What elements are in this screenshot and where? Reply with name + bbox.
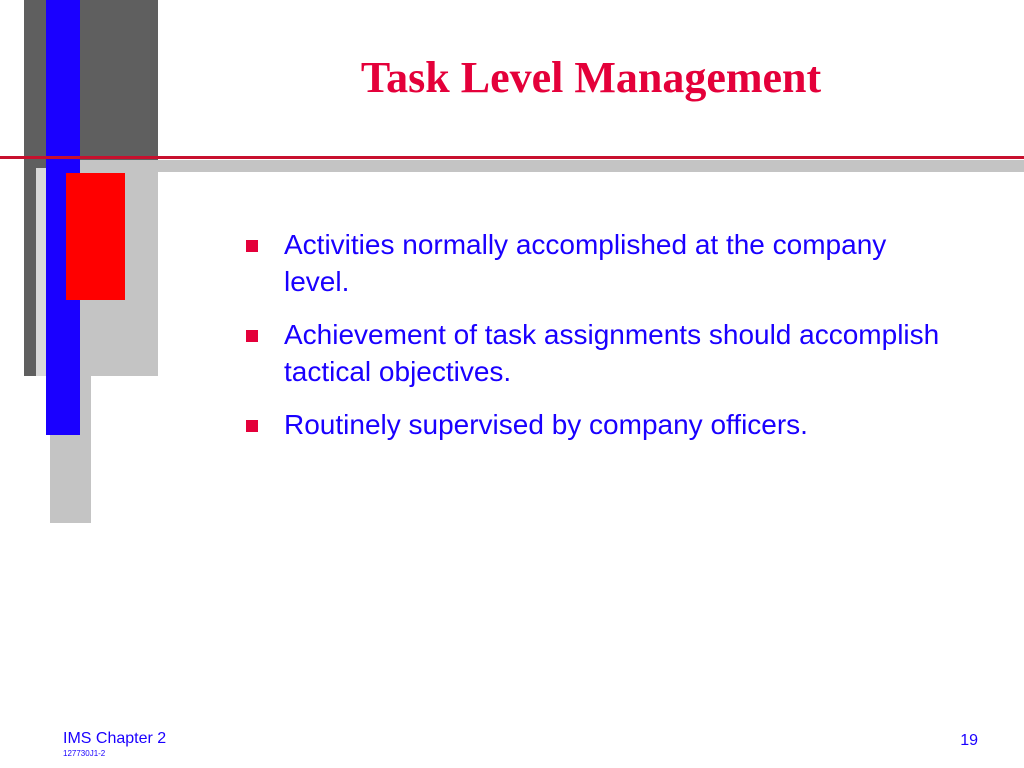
bullet-item [246, 406, 946, 443]
bullet-text: Activities normally accomplished at the company level. [284, 229, 887, 297]
bullet-list [246, 226, 946, 459]
slide-title: Task Level Management [360, 53, 822, 102]
bullet-item [246, 316, 946, 390]
page-number: 19 [960, 732, 978, 749]
footer-document-code: 127730J1-2 [63, 749, 106, 758]
decorative-red-block [66, 173, 125, 300]
bullet-text: Routinely supervised by company officers. [284, 409, 808, 440]
footer [63, 729, 166, 759]
decorative-light-strip [36, 168, 46, 376]
square-bullet-icon [246, 330, 258, 342]
bullet-text: Achievement of task assignments should accomplish tactical objectives. [284, 319, 940, 387]
square-bullet-icon [246, 240, 258, 252]
bullet-item [246, 226, 946, 300]
decorative-red-line [0, 156, 1024, 159]
square-bullet-icon [246, 420, 258, 432]
footer-chapter-label: IMS Chapter 2 [63, 730, 167, 747]
decorative-grey-bar [56, 160, 1024, 172]
